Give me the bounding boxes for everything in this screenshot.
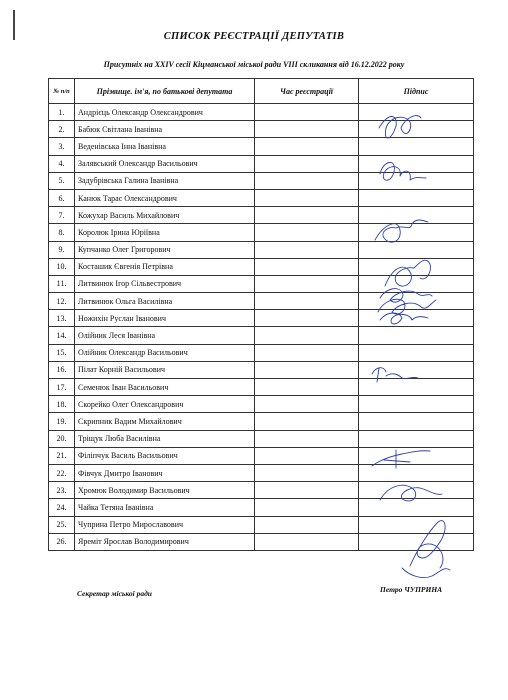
row-signature	[359, 293, 474, 310]
row-num: 10.	[49, 258, 75, 275]
row-signature	[359, 172, 474, 189]
table-row	[49, 464, 474, 481]
row-signature	[359, 482, 474, 499]
table-row	[49, 293, 474, 310]
row-name: Яреміт Ярослав Володимирович	[75, 533, 255, 550]
row-name: Королюк Ірина Юріївна	[75, 224, 255, 241]
row-time	[255, 310, 359, 327]
row-time	[255, 224, 359, 241]
table-row	[49, 379, 474, 396]
row-name: Задубрівська Галина Іванівна	[75, 172, 255, 189]
table-row	[49, 104, 474, 121]
row-num: 23.	[49, 482, 75, 499]
row-signature	[359, 241, 474, 258]
registration-table	[48, 78, 474, 551]
row-time	[255, 379, 359, 396]
row-num: 2.	[49, 121, 75, 138]
row-name: Олійник Леся Іванівна	[75, 327, 255, 344]
table-row	[49, 189, 474, 206]
row-name: Хромюк Володимир Васильович	[75, 482, 255, 499]
row-time	[255, 361, 359, 378]
row-signature	[359, 516, 474, 533]
row-num: 22.	[49, 464, 75, 481]
row-signature	[359, 379, 474, 396]
row-signature	[359, 499, 474, 516]
row-signature	[359, 310, 474, 327]
document-subtitle: Присутніх на XXIV сесії Кіцманської міської ради VIII скликання від 16.12.2022 року	[103, 60, 405, 69]
row-time	[255, 533, 359, 550]
row-name: Скорейко Олег Олександрович	[75, 396, 255, 413]
row-name: Ножихін Руслан Іванович	[75, 310, 255, 327]
row-name: Веденівська Інна Іванівна	[75, 138, 255, 155]
document-title: СПИСОК РЕЄСТРАЦІЇ ДЕПУТАТІВ	[163, 31, 345, 42]
row-name: Олійник Олександр Васильович	[75, 344, 255, 361]
row-name: Канюк Тарас Олександрович	[75, 189, 255, 206]
row-signature	[359, 258, 474, 275]
row-signature	[359, 155, 474, 172]
table-row	[49, 430, 474, 447]
header-num: № п/п	[49, 79, 75, 104]
row-name: Семенюк Іван Васильович	[75, 379, 255, 396]
row-num: 21.	[49, 447, 75, 464]
table-row	[49, 447, 474, 464]
table-row	[49, 361, 474, 378]
row-time	[255, 327, 359, 344]
row-time	[255, 430, 359, 447]
header-name: Прізвище. ім'я, по батькові депутата	[75, 79, 255, 104]
row-signature	[359, 121, 474, 138]
row-num: 14.	[49, 327, 75, 344]
row-name: Андрієць Олександр Олександрович	[75, 104, 255, 121]
table-row	[49, 396, 474, 413]
row-num: 13.	[49, 310, 75, 327]
table-row	[49, 138, 474, 155]
row-num: 8.	[49, 224, 75, 241]
row-time	[255, 104, 359, 121]
row-signature	[359, 361, 474, 378]
row-num: 26.	[49, 533, 75, 550]
row-signature	[359, 327, 474, 344]
row-time	[255, 464, 359, 481]
row-num: 19.	[49, 413, 75, 430]
row-signature	[359, 138, 474, 155]
row-time	[255, 138, 359, 155]
table-row	[49, 327, 474, 344]
table-row	[49, 344, 474, 361]
table-row	[49, 258, 474, 275]
secretary-label: Секретар міської ради	[77, 589, 152, 598]
row-name: Пілат Корній Васильович	[75, 361, 255, 378]
row-name: Литвинюк Ольга Василівна	[75, 293, 255, 310]
row-signature	[359, 447, 474, 464]
row-time	[255, 413, 359, 430]
footer-signature	[402, 568, 450, 578]
row-time	[255, 275, 359, 292]
row-time	[255, 121, 359, 138]
row-time	[255, 258, 359, 275]
row-signature	[359, 224, 474, 241]
row-name: Купчанко Олег Григорович	[75, 241, 255, 258]
table-row	[49, 533, 474, 550]
row-time	[255, 172, 359, 189]
table-row	[49, 310, 474, 327]
row-name: Косташик Євгенія Петрівна	[75, 258, 255, 275]
row-signature	[359, 396, 474, 413]
row-time	[255, 482, 359, 499]
table-row	[49, 516, 474, 533]
row-signature	[359, 430, 474, 447]
row-name: Фівчук Дмитро Іванович	[75, 464, 255, 481]
table-row	[49, 241, 474, 258]
row-num: 7.	[49, 207, 75, 224]
row-num: 12.	[49, 293, 75, 310]
table-row	[49, 121, 474, 138]
row-num: 1.	[49, 104, 75, 121]
table-header-row	[49, 79, 474, 104]
row-num: 16.	[49, 361, 75, 378]
row-name: Чайка Тетяна Іванівна	[75, 499, 255, 516]
row-time	[255, 396, 359, 413]
row-time	[255, 293, 359, 310]
table-row	[49, 224, 474, 241]
row-num: 11.	[49, 275, 75, 292]
row-name: Залявський Олександр Васильович	[75, 155, 255, 172]
secretary-name: Петро ЧУПРИНА	[380, 585, 443, 594]
row-signature	[359, 413, 474, 430]
row-name: Кожухар Василь Михайлович	[75, 207, 255, 224]
row-num: 5.	[49, 172, 75, 189]
row-name: Тріщук Люба Василівна	[75, 430, 255, 447]
row-name: Чуприна Петро Мирославович	[75, 516, 255, 533]
row-name: Литвинюк Ігор Сільвестрович	[75, 275, 255, 292]
row-num: 20.	[49, 430, 75, 447]
table-body	[49, 104, 474, 551]
row-num: 6.	[49, 189, 75, 206]
row-time	[255, 499, 359, 516]
table-row	[49, 499, 474, 516]
row-time	[255, 241, 359, 258]
table-row	[49, 155, 474, 172]
row-time	[255, 189, 359, 206]
row-num: 17.	[49, 379, 75, 396]
row-signature	[359, 533, 474, 550]
row-num: 3.	[49, 138, 75, 155]
row-time	[255, 344, 359, 361]
row-signature	[359, 189, 474, 206]
row-time	[255, 155, 359, 172]
table-row	[49, 275, 474, 292]
row-name: Бабюк Світлана Іванівна	[75, 121, 255, 138]
row-num: 18.	[49, 396, 75, 413]
row-num: 25.	[49, 516, 75, 533]
table-row	[49, 207, 474, 224]
table-row	[49, 413, 474, 430]
header-time: Час реєстрації	[255, 79, 359, 104]
row-signature	[359, 464, 474, 481]
row-num: 15.	[49, 344, 75, 361]
table-row	[49, 482, 474, 499]
row-signature	[359, 207, 474, 224]
row-num: 24.	[49, 499, 75, 516]
table-row	[49, 172, 474, 189]
header-signature: Підпис	[359, 79, 474, 104]
row-time	[255, 447, 359, 464]
row-time	[255, 207, 359, 224]
row-time	[255, 516, 359, 533]
row-name: Скрипник Вадим Михайлович	[75, 413, 255, 430]
row-signature	[359, 275, 474, 292]
row-signature	[359, 104, 474, 121]
row-signature	[359, 344, 474, 361]
row-num: 9.	[49, 241, 75, 258]
row-num: 4.	[49, 155, 75, 172]
row-name: Філіпчук Василь Васильович	[75, 447, 255, 464]
